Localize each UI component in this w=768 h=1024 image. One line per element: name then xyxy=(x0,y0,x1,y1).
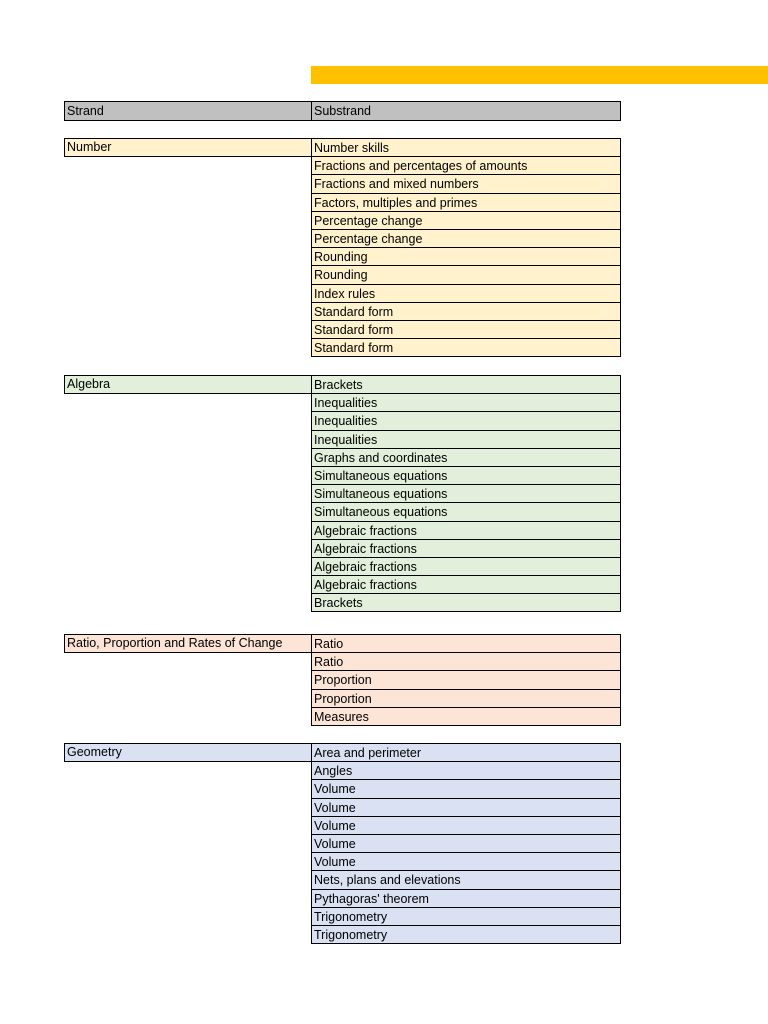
substrand-cell: Rounding xyxy=(311,247,621,266)
header-banner xyxy=(311,66,768,84)
substrand-cell: Ratio xyxy=(311,652,621,671)
substrand-cell: Index rules xyxy=(311,284,621,303)
substrand-cell: Percentage change xyxy=(311,229,621,248)
substrand-cell: Ratio xyxy=(311,634,621,653)
substrand-list-ratio xyxy=(311,634,621,726)
substrand-cell: Trigonometry xyxy=(311,907,621,926)
substrand-list-number xyxy=(311,138,621,357)
substrand-cell: Angles xyxy=(311,761,621,780)
substrand-cell: Proportion xyxy=(311,670,621,689)
substrand-cell: Brackets xyxy=(311,593,621,612)
substrand-cell: Volume xyxy=(311,834,621,853)
substrand-cell: Inequalities xyxy=(311,411,621,430)
substrand-list-algebra xyxy=(311,375,621,612)
substrand-cell: Standard form xyxy=(311,338,621,357)
substrand-cell: Standard form xyxy=(311,302,621,321)
substrand-cell: Algebraic fractions xyxy=(311,521,621,540)
substrand-cell: Volume xyxy=(311,852,621,871)
strand-geometry: Geometry xyxy=(64,743,312,762)
substrand-cell: Factors, multiples and primes xyxy=(311,193,621,212)
substrand-cell: Pythagoras' theorem xyxy=(311,889,621,908)
strand-number: Number xyxy=(64,138,312,157)
strand-algebra: Algebra xyxy=(64,375,312,394)
substrand-cell: Standard form xyxy=(311,320,621,339)
substrand-header: Substrand xyxy=(311,101,621,121)
substrand-cell: Algebraic fractions xyxy=(311,575,621,594)
substrand-cell: Fractions and mixed numbers xyxy=(311,174,621,193)
substrand-cell: Volume xyxy=(311,816,621,835)
substrand-cell: Trigonometry xyxy=(311,925,621,944)
substrand-cell: Simultaneous equations xyxy=(311,502,621,521)
substrand-cell: Nets, plans and elevations xyxy=(311,870,621,889)
substrand-cell: Volume xyxy=(311,779,621,798)
substrand-cell: Volume xyxy=(311,798,621,817)
substrand-cell: Algebraic fractions xyxy=(311,557,621,576)
substrand-cell: Fractions and percentages of amounts xyxy=(311,156,621,175)
substrand-cell: Inequalities xyxy=(311,393,621,412)
substrand-cell: Brackets xyxy=(311,375,621,394)
substrand-cell: Measures xyxy=(311,707,621,726)
substrand-cell: Area and perimeter xyxy=(311,743,621,762)
strand-header: Strand xyxy=(64,101,312,121)
substrand-cell: Simultaneous equations xyxy=(311,466,621,485)
substrand-cell: Simultaneous equations xyxy=(311,484,621,503)
strand-ratio: Ratio, Proportion and Rates of Change xyxy=(64,634,312,653)
substrand-cell: Percentage change xyxy=(311,211,621,230)
substrand-cell: Number skills xyxy=(311,138,621,157)
substrand-list-geometry xyxy=(311,743,621,944)
substrand-cell: Proportion xyxy=(311,689,621,708)
substrand-cell: Graphs and coordinates xyxy=(311,448,621,467)
substrand-cell: Rounding xyxy=(311,265,621,284)
substrand-cell: Inequalities xyxy=(311,430,621,449)
substrand-cell: Algebraic fractions xyxy=(311,539,621,558)
